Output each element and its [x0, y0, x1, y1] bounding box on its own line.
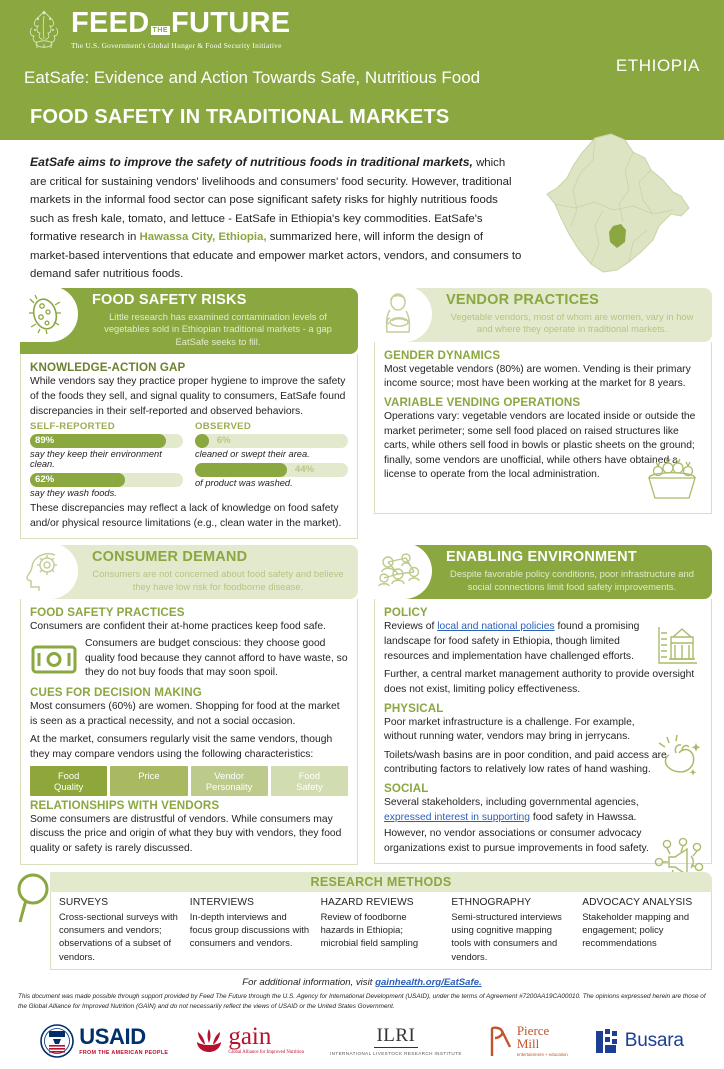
vp-body: [374, 342, 712, 514]
pierce-mill-logo: [488, 1024, 568, 1059]
page-header: [0, 0, 724, 140]
ee-head-2: PHYSICAL: [384, 701, 444, 715]
cd-chips: [30, 766, 348, 796]
panels-grid: [0, 288, 724, 865]
ilri-logo: [330, 1026, 462, 1057]
usaid-tagline: FROM THE AMERICAN PEOPLE: [79, 1049, 169, 1056]
bar-label: 44%: [294, 464, 315, 476]
chip-food-quality[interactable]: [30, 766, 107, 796]
pierce-mill-line-2: Mill: [516, 1035, 540, 1051]
rm-col-text: Stakeholder mapping and engagement; policy recommendations: [582, 910, 690, 949]
additional-info-line: [0, 977, 724, 988]
rm-col-title: ETHNOGRAPHY: [451, 896, 532, 908]
chip-line-2: Safety: [296, 780, 323, 792]
chip-line-2: Quality: [54, 780, 84, 792]
rm-col-title: HAZARD REVIEWS: [320, 896, 414, 908]
ee-physical-text-b: Toilets/wash basins are in poor condition, and paid access are contributing factors to relatively low rates of hand washing.: [384, 749, 667, 776]
bar-fill: [195, 434, 209, 448]
bar-label: 89%: [35, 435, 55, 447]
cd-text-1: Consumers are confident their at-home practices keep food safe.: [30, 621, 326, 633]
fsr-bars-self-reported: [30, 421, 183, 502]
bar-track: [30, 434, 183, 448]
header-subtitle: EatSafe: Evidence and Action Towards Safe, Nutritious Food: [24, 68, 481, 87]
gain-leaf-icon: [194, 1028, 224, 1054]
chip-food-safety[interactable]: [271, 766, 348, 796]
ftf-the-badge: THE: [152, 27, 169, 34]
chip-vendor-personality[interactable]: [191, 766, 268, 796]
bar-fill: [195, 463, 287, 477]
vp-title: VENDOR PRACTICES: [446, 291, 600, 308]
fsr-banner: [20, 288, 358, 355]
research-methods-banner: [50, 872, 712, 892]
vp-text-2: Operations vary: vegetable vendors are located inside or outside the market perimeter; some sell food placed on raised structures like carts, while others sell food in bowls or plastic sheets on the ground; finally, some vendors are unofficial, while others have obtained a license to operate from the local administration.: [384, 410, 696, 481]
vendor-woman-icon: [366, 286, 432, 342]
partner-logos: [0, 1011, 724, 1069]
gainhealth-link[interactable]: gainhealth.org/EatSafe.: [375, 976, 482, 988]
ilri-wordmark: ILRI: [376, 1024, 416, 1046]
rm-column-hazard-reviews: [321, 897, 442, 963]
chip-price[interactable]: [110, 766, 187, 796]
vp-head-1: GENDER DYNAMICS: [384, 348, 501, 362]
fsr-bars-observed: [195, 421, 348, 502]
intro-body-1: which are critical for sustaining vendors' livelihoods and consumers' food security. However, traditional markets in the informal food sector can pose significant safety risks for highly nutritious foods such as fresh kale, tomato, and lettuce - EatSafe in Ethiopia's key commodities. EatSafe's formative research in: [30, 157, 512, 244]
chip-line-1: Food: [57, 769, 80, 781]
rm-col-text: Review of foodborne hazards in Ethiopia; microbial field sampling: [320, 910, 419, 949]
bar-caption: say they keep their environment clean.: [30, 449, 162, 470]
ilri-tagline: INTERNATIONAL LIVESTOCK RESEARCH INSTITUTE: [329, 1050, 462, 1056]
research-methods-columns: [50, 892, 712, 970]
fsr-subtitle: Little research has examined contamination levels of vegetables sold in Ethiopian traditional markets - a gap EatSafe seeks to fill.: [104, 310, 332, 347]
cd-body: [20, 599, 358, 864]
ee-social-text: [384, 796, 702, 825]
cd-banner: [20, 545, 358, 599]
rm-column-advocacy-analysis: [582, 897, 703, 963]
chip-line-1: Price: [138, 769, 160, 781]
fsr-title: FOOD SAFETY RISKS: [92, 291, 247, 308]
government-building-icon: [655, 623, 701, 672]
rm-col-text: Semi-structured interviews using cognitive mapping tools with consumers and vendors.: [451, 910, 562, 962]
panel-consumer-demand: [12, 545, 358, 864]
bar-label: 6%: [216, 435, 231, 447]
bar-caption: cleaned or swept their area.: [195, 449, 310, 460]
panel-food-safety-risks: [12, 288, 358, 540]
bar-caption: of product was washed.: [195, 478, 293, 489]
usaid-wordmark: USAID: [79, 1023, 146, 1049]
cd-text-3: Most consumers (60%) are women. Shopping for food at the market is seen as a practical necessity, and not a social occasion.: [30, 701, 340, 727]
intro-highlight: Hawassa City, Ethiopia,: [139, 231, 267, 244]
pierce-mill-mark-icon: [488, 1025, 514, 1057]
magnifier-icon: [14, 870, 54, 931]
busara-logo: [594, 1027, 684, 1055]
social-link[interactable]: expressed interest in supporting: [384, 811, 530, 823]
busara-mark-icon: [594, 1027, 620, 1055]
fsr-intro-text: While vendors say they practice proper hygiene to improve the safety of the foods they sell, and signal quality to consumers, EatSafe found discrepancies in their self-reported and observed behaviors.: [30, 376, 346, 417]
intro-lead: EatSafe aims to improve the safety of nutritious foods in traditional markets,: [30, 155, 473, 169]
ee-physical-text-a: Poor market infrastructure is a challenge. For example, without running water, vendors may bring in jerrycans.: [384, 716, 635, 743]
ee-social-text-b: food safety in Hawssa.: [529, 811, 637, 823]
ee-social-text-c: However, no vendor associations or consumer advocacy organizations exist to pursue improvements in food safety.: [384, 828, 649, 854]
cd-subtitle: Consumers are not concerned about food safety and believe they have low risk for foodborne disease.: [92, 568, 344, 592]
cd-head-1: FOOD SAFETY PRACTICES: [30, 606, 185, 620]
cd-text-5: Some consumers are distrustful of vendors. While consumers may discuss the price and origin of what they buy with vendors, they food quality or safety is rarely discussed.: [30, 813, 342, 854]
cd-text-4: At the market, consumers regularly visit the same vendors, though they may compare vendors using the following characteristics:: [30, 734, 333, 760]
ee-policy-text-a: Reviews of: [384, 621, 438, 633]
ee-head-1: POLICY: [384, 606, 428, 620]
cd-head-3: RELATIONSHIPS WITH VENDORS: [30, 798, 220, 812]
header-country: ETHIOPIA: [615, 56, 700, 75]
rm-column-surveys: [59, 897, 180, 963]
rm-column-ethnography: [451, 897, 572, 963]
fsr-col-right-head: OBSERVED: [195, 421, 252, 433]
ee-title: ENABLING ENVIRONMENT: [446, 549, 637, 566]
gain-logo: [194, 1023, 304, 1056]
usaid-seal-icon: [24, 8, 64, 50]
fsr-footer-text: These discrepancies may reflect a lack of knowledge on food safety and/or physical resource limitations (e.g., clean water in the market).: [30, 503, 342, 529]
head-gear-icon: [12, 543, 78, 599]
bar-track: [195, 463, 348, 477]
rm-col-text: Cross-sectional surveys with consumers and vendors; observations of a subset of vendors.: [59, 910, 178, 962]
fsr-body: [20, 354, 358, 539]
policy-link[interactable]: local and national policies: [437, 621, 555, 633]
bar-caption: say they wash foods.: [30, 488, 117, 499]
money-icon: [30, 637, 78, 683]
fsr-bars: [30, 421, 348, 502]
busara-wordmark: Busara: [624, 1030, 684, 1052]
network-people-icon: [366, 543, 432, 599]
rm-col-title: SURVEYS: [59, 896, 109, 908]
vp-text-1: Most vegetable vendors (80%) are women. Vending is their primary income source; most have been working at the market for 8 years.: [384, 363, 691, 390]
gain-tagline: Global Alliance for Improved Nutrition: [228, 1049, 304, 1055]
chip-line-2: Personality: [205, 780, 253, 792]
ilri-divider: [374, 1047, 418, 1048]
handwashing-icon: [655, 733, 703, 784]
intro-body-2: summarized here, will inform the design of market-based interventions that educate and empower market actors, vendors, and consumers to demand safer nutritious foods.: [30, 231, 522, 281]
fsr-section-head: KNOWLEDGE-ACTION GAP: [30, 361, 186, 375]
disclaimer-text: This document was made possible through support provided by Feed The Future through the U.S. Agency for International Development (USAID), under the terms of Agreement #7200AA19CA00010. The opinions expressed herein are those of the Global Alliance for Improved Nutrition (GAIN) and do not necessarily reflect the views of USAID or the United States Government.: [18, 992, 706, 1010]
feed-the-future-logo: [24, 8, 700, 54]
gain-wordmark: gain: [228, 1023, 272, 1051]
cd-title: CONSUMER DEMAND: [92, 549, 248, 566]
rm-col-text: In-depth interviews and focus group discussions with consumers and vendors.: [189, 910, 310, 949]
additional-info-prefix: For additional information, visit: [242, 976, 376, 988]
vp-banner: [374, 288, 712, 342]
panel-vendor-practices: [366, 288, 712, 540]
usaid-logo: [40, 1023, 168, 1059]
pierce-mill-line-1: Pierce: [516, 1022, 550, 1038]
cd-text-2: Consumers are budget conscious: they choose good quality food because they cannot afford to have waste, so they do not buy foods that may soon spoil.: [85, 638, 348, 679]
ee-banner: [374, 545, 712, 599]
research-methods-title: RESEARCH METHODS: [310, 874, 452, 889]
rm-col-title: INTERVIEWS: [189, 896, 255, 908]
vp-head-2: VARIABLE VENDING OPERATIONS: [384, 395, 581, 409]
usaid-seal-icon: [40, 1023, 74, 1059]
feed-the-future-wordmark: [71, 8, 290, 50]
intro-section: [0, 140, 724, 288]
bar-label: 62%: [35, 474, 55, 486]
pierce-mill-tagline: entertainment + education: [516, 1052, 568, 1058]
cd-head-2: CUES FOR DECISION MAKING: [30, 686, 202, 700]
research-methods-section: [12, 872, 712, 970]
vp-subtitle: Vegetable vendors, most of whom are women, vary in how and where they operate in traditional markets.: [450, 310, 694, 335]
chip-line-1: Food: [298, 769, 321, 781]
chip-line-1: Vendor: [214, 769, 244, 781]
intro-text: [30, 153, 522, 284]
rm-col-title: ADVOCACY ANALYSIS: [582, 896, 693, 908]
ethiopia-map-icon: [533, 130, 698, 305]
fsr-col-left-head: SELF-REPORTED: [30, 421, 115, 433]
vegetable-basket-icon: [643, 458, 701, 507]
page-title: FOOD SAFETY IN TRADITIONAL MARKETS: [30, 106, 450, 128]
bar-track: [30, 473, 183, 487]
cd-money-row: [30, 637, 348, 683]
bar-track: [195, 434, 348, 448]
ee-subtitle: Despite favorable policy conditions, poor infrastructure and social connections limit food safety improvements.: [450, 568, 694, 592]
bacteria-icon: [12, 286, 78, 342]
ftf-main-text: FEED THE FUTURE: [71, 7, 291, 39]
ee-policy-text-c: Further, a central market management authority to provide oversight does not exist, limiting policy effectiveness.: [384, 669, 695, 695]
ee-body: [374, 599, 712, 864]
ftf-tagline: The U.S. Government's Global Hunger & Food Security Initiative: [71, 41, 282, 50]
ee-head-3: SOCIAL: [384, 781, 429, 795]
rm-column-interviews: [190, 897, 311, 963]
ee-social-text-a: Several stakeholders, including governmental agencies,: [384, 796, 639, 808]
ee-policy-text-b: found a promising landscape for food safety in Ethiopia, though limited resources and implementation have challenged efforts.: [384, 621, 640, 662]
panel-enabling-environment: [366, 545, 712, 864]
